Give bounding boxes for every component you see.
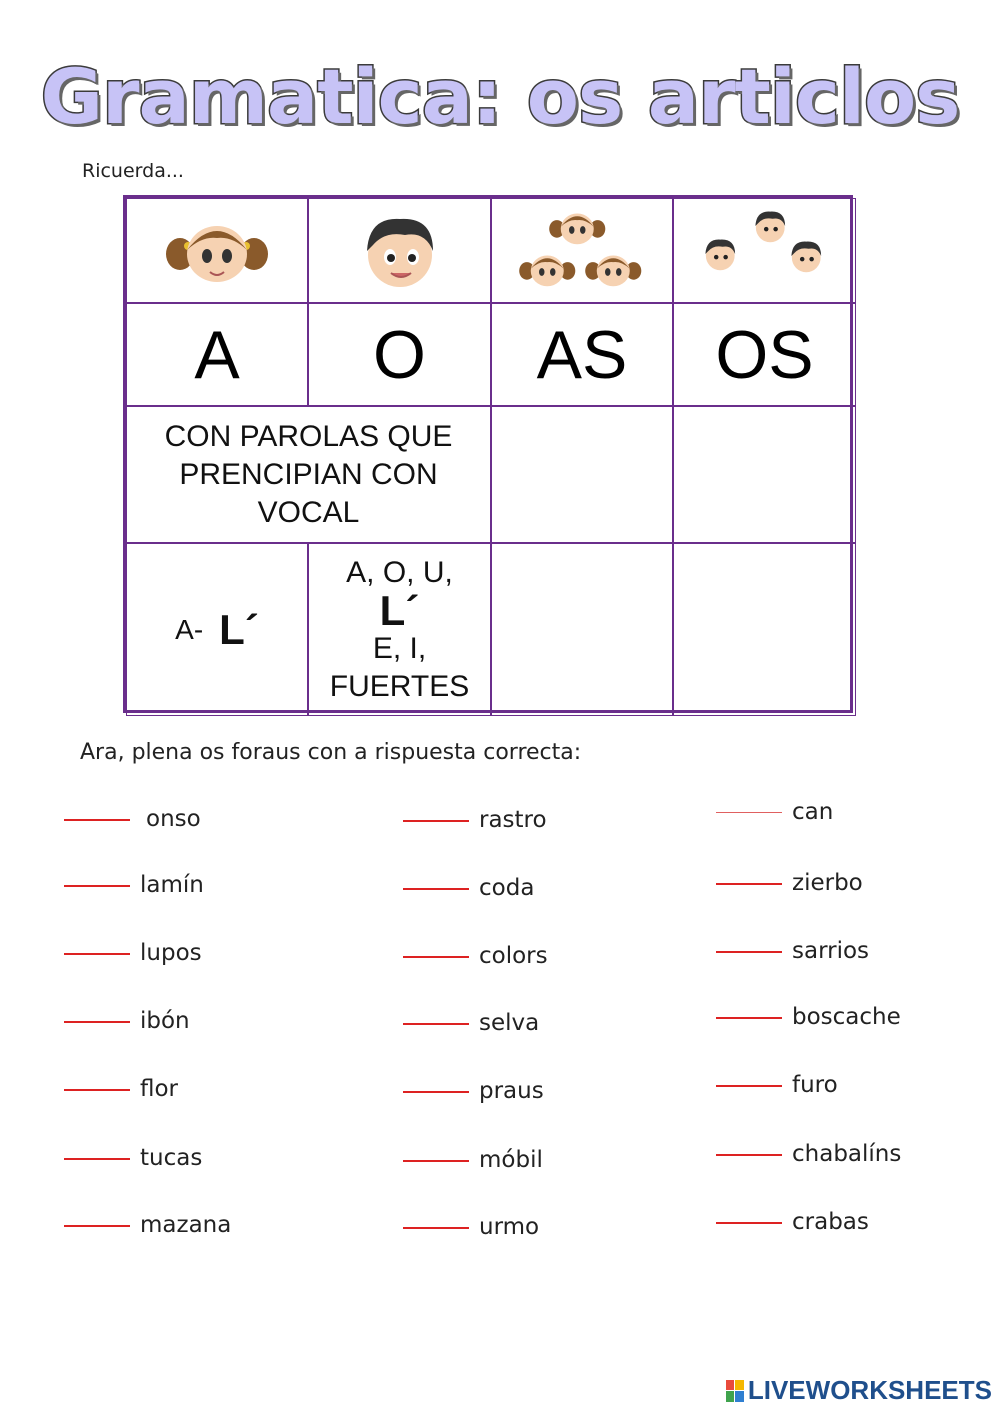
exercise-word: móbil: [479, 1147, 543, 1173]
exercise-item: [403, 1214, 539, 1240]
rule-a-letter: L´: [219, 605, 259, 653]
empty-cell: [491, 406, 673, 543]
exercise-item: [716, 870, 863, 896]
answer-blank[interactable]: [716, 1154, 782, 1156]
exercise-item: [716, 799, 833, 825]
exercise-item: [64, 806, 201, 832]
answer-blank[interactable]: [716, 1222, 782, 1224]
answer-blank[interactable]: [716, 1017, 782, 1019]
exercise-word: furo: [792, 1072, 838, 1098]
answer-blank[interactable]: [403, 1227, 469, 1229]
remember-label: Ricuerda...: [82, 160, 184, 182]
vowel-rule-line: VOCAL: [257, 495, 360, 529]
exercise-word: sarrios: [792, 938, 870, 964]
exercise-item: [716, 1141, 901, 1167]
exercise-item: [716, 1072, 838, 1098]
face-cell-os: [673, 198, 856, 303]
exercise-word: crabas: [792, 1209, 869, 1235]
girls-group-icon: [517, 206, 647, 296]
liveworksheets-icon: [726, 1380, 744, 1402]
empty-cell: [673, 406, 856, 543]
exercise-word: colors: [479, 943, 548, 969]
exercise-word: lupos: [140, 940, 202, 966]
exercise-item: [64, 1008, 190, 1034]
exercise-item: [403, 1010, 539, 1036]
answer-blank[interactable]: [64, 953, 130, 955]
article-o: O: [308, 303, 491, 406]
article-as: AS: [491, 303, 673, 406]
rule-o-cell: [308, 543, 491, 716]
exercise-item: [64, 1076, 178, 1102]
exercise-item: [64, 1212, 231, 1238]
exercise-word: ibón: [140, 1008, 190, 1034]
answer-blank[interactable]: [64, 1225, 130, 1227]
answer-blank[interactable]: [64, 1089, 130, 1091]
exercise-word: zierbo: [792, 870, 863, 896]
empty-cell: [491, 543, 673, 716]
exercise-word: chabalíns: [792, 1141, 902, 1167]
face-cell-o: [308, 198, 491, 303]
answer-blank[interactable]: [716, 951, 782, 953]
empty-cell: [673, 543, 856, 716]
face-cell-a: [126, 198, 308, 303]
exercise-item: [716, 1004, 901, 1030]
exercise-word: praus: [479, 1078, 544, 1104]
answer-blank[interactable]: [64, 1021, 130, 1023]
exercise-word: can: [792, 799, 834, 825]
answer-blank[interactable]: [403, 1023, 469, 1025]
exercise-item: [716, 938, 869, 964]
exercise-word: selva: [479, 1010, 540, 1036]
exercise-word: coda: [479, 875, 535, 901]
answer-blank[interactable]: [64, 819, 130, 821]
rule-o-letter: L´: [379, 586, 420, 634]
exercise-word: rastro: [479, 807, 547, 833]
exercise-word: onso: [146, 806, 201, 832]
exercise-item: [403, 875, 534, 901]
vowel-rule-line: PRENCIPIAN CON: [179, 457, 438, 491]
article-a: A: [126, 303, 308, 406]
exercise-word: mazana: [140, 1212, 232, 1238]
vowel-rule-cell: [126, 406, 491, 543]
exercise-word: flor: [140, 1076, 179, 1102]
brand-logo[interactable]: [726, 1375, 992, 1406]
instruction: Ara, plena os foraus con a rispuesta correcta:: [80, 740, 582, 765]
exercise-item: [64, 1145, 202, 1171]
rule-o-bottom: FUERTES: [329, 669, 470, 703]
exercise-word: lamín: [140, 872, 204, 898]
answer-blank[interactable]: [64, 885, 130, 887]
exercise-word: urmo: [479, 1214, 540, 1240]
exercise-item: [403, 807, 547, 833]
exercise-word: tucas: [140, 1145, 203, 1171]
boy-face-icon: [355, 211, 445, 291]
exercise-item: [403, 1147, 543, 1173]
answer-blank[interactable]: [403, 888, 469, 890]
rule-o-mid: E, I,: [372, 631, 427, 665]
exercise-item: [403, 943, 548, 969]
exercise-item: [403, 1078, 544, 1104]
answer-blank[interactable]: [403, 956, 469, 958]
articles-table: [123, 195, 853, 713]
answer-blank[interactable]: [403, 1091, 469, 1093]
answer-blank[interactable]: [716, 812, 782, 813]
rule-a-prefix: A-: [175, 613, 204, 645]
exercise-item: [64, 940, 202, 966]
answer-blank[interactable]: [64, 1158, 130, 1160]
girl-face-icon: [162, 216, 272, 286]
face-cell-as: [491, 198, 673, 303]
brand-name: LIVEWORKSHEETS: [747, 1375, 992, 1405]
rule-o-top: A, O, U,: [346, 555, 453, 589]
exercise-item: [716, 1209, 869, 1235]
article-os: OS: [673, 303, 856, 406]
answer-blank[interactable]: [716, 883, 782, 885]
exercise-item: [64, 872, 204, 898]
answer-blank[interactable]: [716, 1085, 782, 1087]
rule-a-cell: [126, 543, 308, 716]
answer-blank[interactable]: [403, 820, 469, 822]
exercise-word: boscache: [792, 1004, 901, 1030]
answer-blank[interactable]: [403, 1160, 469, 1162]
page-title: Gramatica: os articlos: [40, 52, 960, 141]
boys-group-icon: [700, 208, 830, 293]
vowel-rule-line: CON PAROLAS QUE: [164, 419, 453, 453]
